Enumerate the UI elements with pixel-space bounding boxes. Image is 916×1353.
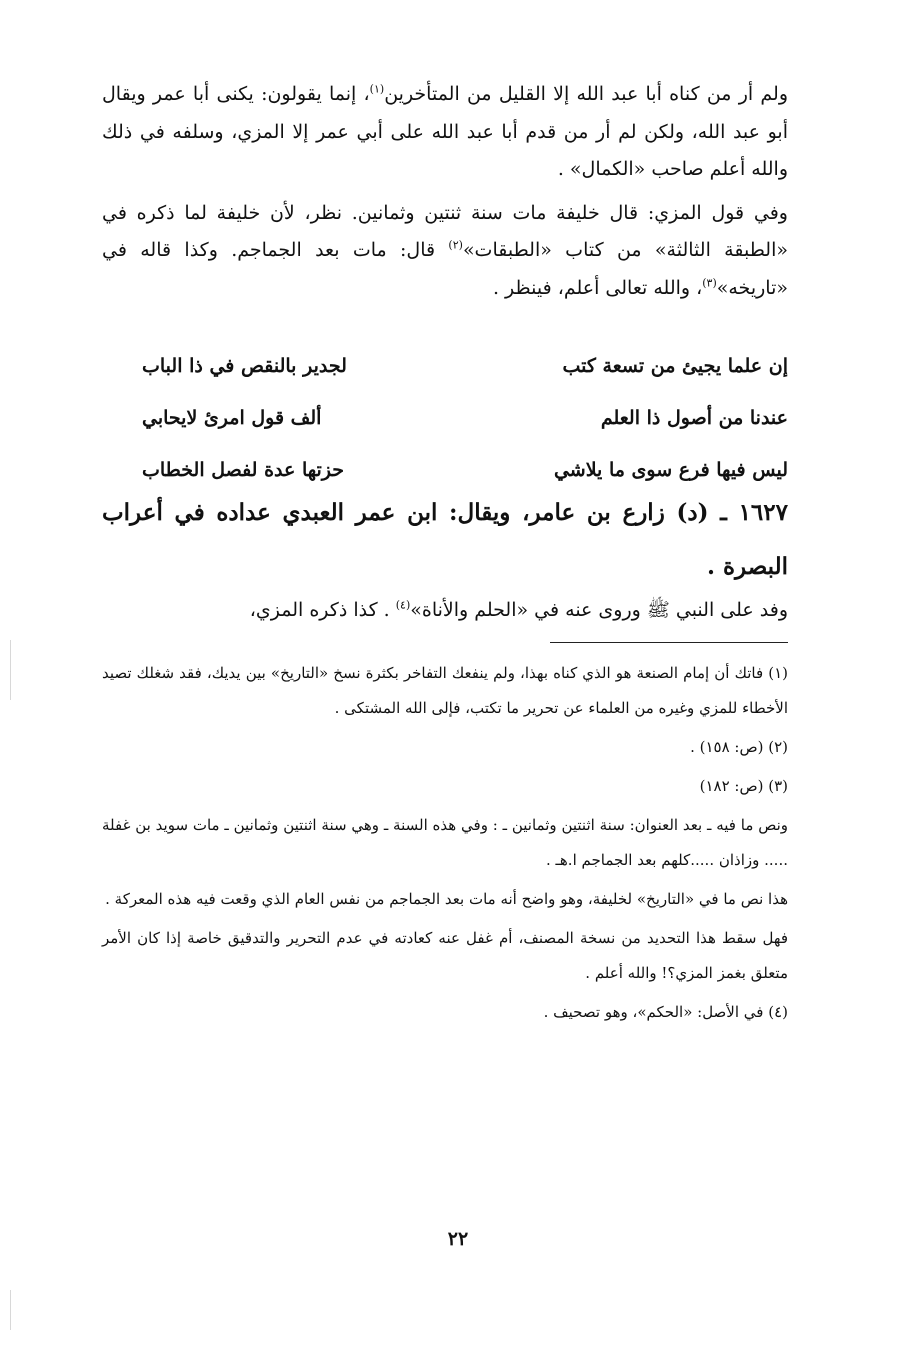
verse-first-hemistich: ليس فيها فرع سوى ما يلاشي xyxy=(553,459,788,481)
paragraph-1-text-a: ولم أر من كناه أبا عبد الله إلا القليل من المتأخرين xyxy=(384,83,788,105)
paragraph-1 xyxy=(102,76,788,189)
footnote-divider xyxy=(550,642,788,643)
footnote-ref-1: (١) xyxy=(369,82,385,96)
footnote-3-note-1: هذا نص ما في «التاريخ» لخليفة، وهو واضح أنه مات بعد الجماجم من نفس العام الذي وقعت فيه هذه المعركة . xyxy=(105,890,788,908)
poem-verse xyxy=(102,340,788,392)
entry-heading: ١٦٢٧ ـ (د) زارع بن عامر، ويقال: ابن عمر العبدي عداده في أعراب البصرة . xyxy=(102,499,788,580)
page-number: ٢٢ xyxy=(447,1228,469,1250)
footnote-3-note-2: فهل سقط هذا التحديد من نسخة المصنف، أم غفل عنه كعادته في عدم التحرير والتدقيق خاصة إذا كان الأمر متعلق بغمز المزي؟! والله أعلم . xyxy=(102,929,788,982)
paragraph-2-text-a: وفي قول المزي: قال خليفة مات سنة ثنتين وثمانين. نظر، لأن خليفة لما ذكره في «الطبقة الثالثة» من كتاب «الطبقات» xyxy=(102,201,788,261)
paragraph-1-text-b: ، إنما يقولون: يكنى أبا عمر ويقال أبو عبد الله، ولكن لم أر من قدم أبا عبد الله على أبي عمر إلا المزي، وسلفه في ذلك والله أعلم صاحب «الكمال» . xyxy=(102,83,788,180)
verse-second-hemistich: لجدير بالنقص في ذا الباب xyxy=(142,355,347,377)
footnote-ref-3: (٣) xyxy=(702,276,717,290)
entry-text-b: . كذا ذكره المزي، xyxy=(249,599,396,621)
poem-verse xyxy=(102,392,788,444)
main-text xyxy=(102,76,788,307)
footnote-4: (٤) في الأصل: «الحكم»، وهو تصحيف . xyxy=(543,1003,788,1021)
footnote-2: (٢) (ص: ١٥٨) . xyxy=(690,738,788,756)
footnote-ref-4: (٤) xyxy=(395,598,411,612)
paragraph-2-text-b: قال: مات بعد الجماجم. وكذا قاله في «تاريخه» xyxy=(102,239,788,299)
verse-first-hemistich: إن علما يجيئ من تسعة كتب xyxy=(562,355,788,377)
scan-edge-mark xyxy=(10,1290,11,1330)
footnote-3-quote: ونص ما فيه ـ بعد العنوان: سنة اثنتين وثمانين ـ : وفي هذه السنة ـ وهي سنة اثنتين وثمانين ـ مات سويد بن غفلة ..... وزاذان .....كلهم بعد الجماجم ا.هـ . xyxy=(102,816,788,869)
footnote-3: (٣) (ص: ١٨٢) xyxy=(699,777,788,795)
paragraph-2 xyxy=(102,195,788,308)
verse-second-hemistich: ألف قول امرئ لايحابي xyxy=(142,407,322,429)
verse-first-hemistich: عندنا من أصول ذا العلم xyxy=(600,407,788,429)
paragraph-2-text-c: ، والله تعالى أعلم، فينظر . xyxy=(492,276,703,299)
entry-text-a: وفد على النبي ﷺ وروى عنه في «الحلم والأناة» xyxy=(410,599,788,621)
scan-edge-mark xyxy=(10,640,11,700)
footnote-1: (١) فاتك أن إمام الصنعة هو الذي كناه بهذا، ولم ينفعك التفاخر بكثرة نسخ «التاريخ» بين يديك، فقد شغلك تصيد الأخطاء للمزي وغيره من العلماء عن تحرير ما تكتب، فإلى الله المشتكى . xyxy=(102,664,788,717)
footnotes xyxy=(102,656,788,1030)
poem xyxy=(102,340,788,496)
entry-text xyxy=(102,590,788,630)
verse-second-hemistich: حزتها عدة لفصل الخطاب xyxy=(142,459,345,481)
footnote-ref-2: (٢) xyxy=(448,238,463,252)
